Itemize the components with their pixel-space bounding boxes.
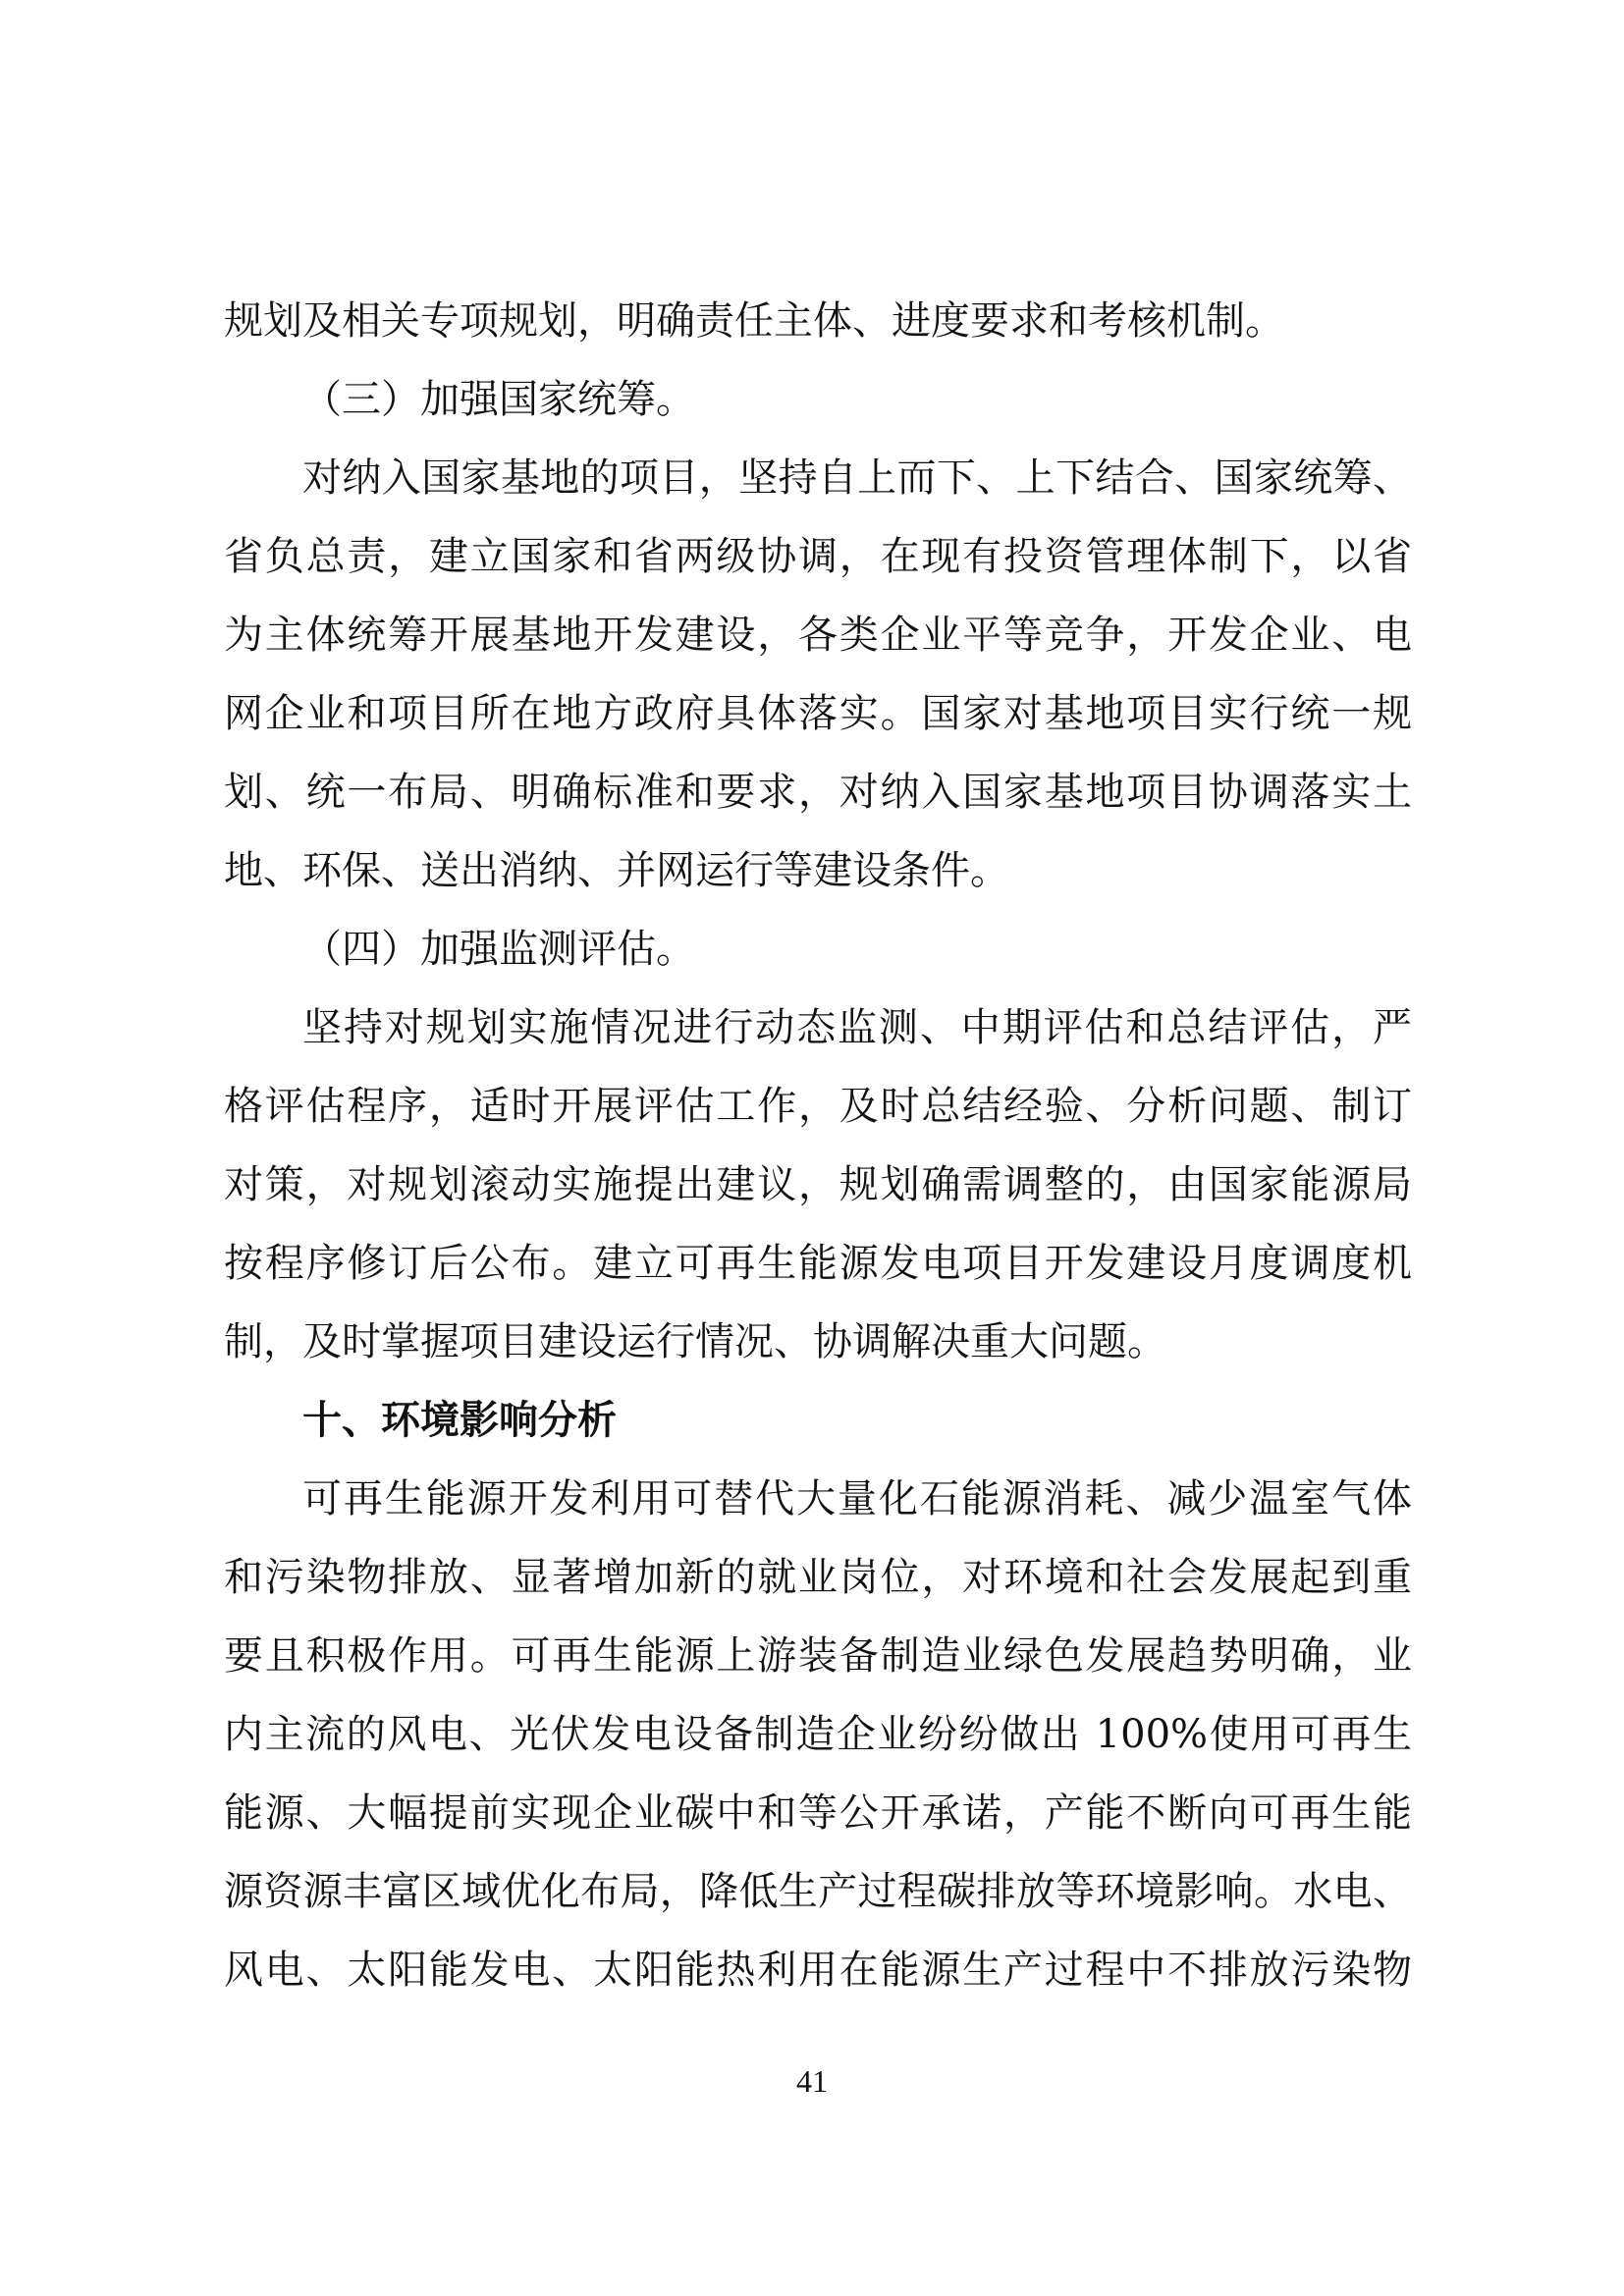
paragraph-line: 源资源丰富区域优化布局，降低生产过程碳排放等环境影响。水电、 (224, 1869, 1412, 1914)
paragraph-line: 划、统一布局、明确标准和要求，对纳入国家基地项目协调落实土 (224, 770, 1412, 815)
paragraph-line: 可再生能源开发利用可替代大量化石能源消耗、减少温室气体 (302, 1476, 1412, 1522)
paragraph-line: 省负总责，建立国家和省两级协调，在现有投资管理体制下，以省 (224, 534, 1412, 579)
paragraph-line: 规划及相关专项规划，明确责任主体、进度要求和考核机制。 (224, 298, 1284, 344)
paragraph-line: 内主流的风电、光伏发电设备制造企业纷纷做出 100%使用可再生 (224, 1712, 1412, 1757)
paragraph-line: 能源、大幅提前实现企业碳中和等公开承诺，产能不断向可再生能 (224, 1790, 1412, 1836)
paragraph-line: 地、环保、送出消纳、并网运行等建设条件。 (224, 848, 1009, 893)
paragraph-line: 对策，对规划滚动实施提出建议，规划确需调整的，由国家能源局 (224, 1162, 1412, 1207)
paragraph-line: 格评估程序，适时开展评估工作，及时总结经验、分析问题、制订 (224, 1084, 1412, 1129)
paragraph-line: 按程序修订后公布。建立可再生能源发电项目开发建设月度调度机 (224, 1241, 1412, 1286)
paragraph-line: 对纳入国家基地的项目，坚持自上而下、上下结合、国家统筹、 (302, 455, 1412, 501)
paragraph-line: 网企业和项目所在地方政府具体落实。国家对基地项目实行统一规 (224, 691, 1412, 736)
chapter-heading-10: 十、环境影响分析 (302, 1398, 617, 1443)
paragraph-line: 和污染物排放、显著增加新的就业岗位，对环境和社会发展起到重 (224, 1555, 1412, 1600)
section-heading-3: （三）加强国家统筹。 (302, 377, 695, 422)
paragraph-line: 风电、太阳能发电、太阳能热利用在能源生产过程中不排放污染物 (224, 1948, 1412, 1993)
section-heading-4: （四）加强监测评估。 (302, 927, 695, 972)
paragraph-line: 要且积极作用。可再生能源上游装备制造业绿色发展趋势明确，业 (224, 1633, 1412, 1679)
page-number: 41 (796, 2063, 828, 2099)
paragraph-line: 制，及时掌握项目建设运行情况、协调解决重大问题。 (224, 1319, 1166, 1364)
paragraph-line: 为主体统筹开展基地开发建设，各类企业平等竞争，开发企业、电 (224, 613, 1412, 658)
paragraph-line: 坚持对规划实施情况进行动态监测、中期评估和总结评估，严 (302, 1005, 1412, 1050)
